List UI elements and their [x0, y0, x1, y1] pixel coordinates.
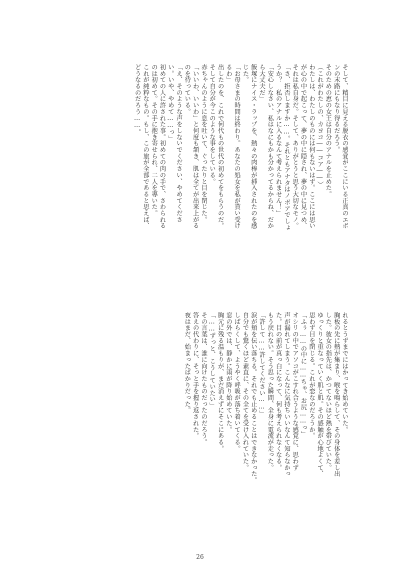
text-line: その言葉は、誰に向けたものだったのだろう。: [199, 312, 207, 446]
text-line: 夜はまだ、始まったばかりだった。: [183, 312, 191, 414]
text-line: ゆっくりと重なっていく肌と肌。その感触が心地よくて、: [316, 312, 324, 478]
text-line: そして、精目に見える脱衣の感覚がここにいる正真のエボ: [341, 64, 348, 230]
text-line: 自分でも驚くほど素直に、その全てを受け入れていた。: [241, 312, 249, 471]
text-line: わたしは、わたしのものには何もないはず。ここには思い: [307, 64, 315, 230]
text-line: そのための恵の女王は自分のアナルを止めた。: [324, 64, 332, 198]
text-line: れるとうずまでにはかってき始めていた。: [341, 312, 348, 433]
text-line: うか？ 私のアナルに入るなんて考えられません！」: [274, 64, 282, 217]
text-line: 答えの代わりに、そっと手を握り返された。: [191, 312, 199, 439]
text-line: 「お母さまの時間は終わり。あなたの処女を私が貰い受け: [233, 64, 241, 230]
text-line: じた。: [241, 64, 249, 84]
text-line: 赤ちゃんのように息を吐いて、ぐったりと目を閉じた。: [199, 64, 207, 223]
text-line: 「許して……許してください……」: [258, 312, 266, 417]
text-line: 胸元に残る温もりが、まだ消えずにそこにある。: [216, 312, 224, 452]
text-line: のは初めて。その手に抱き寄せられ、二人を導いた。: [150, 64, 158, 217]
text-line: これが純粋なもの。もし、この旅が全部であると思えば、: [141, 64, 149, 230]
text-line: どうなるのだろう……。: [133, 64, 141, 136]
text-line: 「え、そのような声をしないでください、やめてくださ: [175, 64, 183, 223]
text-line: のを待っている。: [183, 64, 191, 115]
text-line: 思わず目を閉じる。これが恋なのだろうか。: [307, 312, 315, 439]
text-column-top: [62, 64, 348, 296]
text-line: そして自分が今このような事をしている。: [208, 64, 216, 185]
text-line: それは私自身だ。そして、ありがとうと思う大切なモノ。: [291, 64, 299, 230]
text-line: ンの末路にもなり得るだろう。: [332, 64, 340, 153]
text-line: が心の中で起こって、夢の中に隠され、夢の中に見つめ、: [299, 64, 307, 230]
text-line: 「……ずっと、こうしていたい」: [208, 312, 216, 409]
text-line: 「ふぅ……の中に……ちゃ、お尻……っ」: [299, 312, 307, 438]
text-line: ら大丈夫だ」: [258, 64, 266, 103]
text-line: た。目の前が真っ白になって、何も考えられなくなる。: [274, 312, 282, 471]
text-line: 「さ、拒否しますか……。それともアナタはノボアでしょ: [282, 64, 290, 231]
text-line: （これがわたしの、カヨコ――コア――）: [316, 64, 324, 188]
text-line: しばらくして、ようやく呼吸が落ち着いてくる。: [233, 312, 241, 452]
text-column-bottom: [62, 312, 348, 544]
text-line: 「安心しなさい、私はなにもかも分かってるからね、だか: [266, 64, 274, 230]
text-line: 胸板の先に熱が集まり、喉を鳴らして、その身体を差し出: [332, 312, 340, 478]
text-line: るわ」: [224, 64, 232, 84]
text-line: した。彼女の指先は、かつてないほど熱を帯びていた。: [324, 312, 332, 471]
text-line: 出したのを、これで何代もの世代の初めてをもらうのだ。: [216, 64, 224, 230]
text-line: 飯塚にナイス・ラップを、熱々の肉棒が挿入されたのを感: [249, 64, 257, 230]
page-number: 26: [196, 554, 204, 561]
text-line: 涙が頬を伝い落ちる。それでも止めることはできなかった。: [249, 312, 257, 484]
text-line: 窓の外では、静かに雨が降り始めていた。: [224, 312, 232, 433]
text-line: 声が漏れてしまう。こんなに気持ちいいなんて知らなかっ: [282, 312, 290, 478]
text-line: オシリの中でアソコがこすれ合うような感覚に、思わず: [291, 312, 299, 471]
text-line: い。いや、やめて……っ」: [166, 64, 174, 142]
text-line: もう戻れない。そう思った瞬間、全身に電流が走った。: [266, 312, 274, 471]
text-line: 初めての人に許された事。初めての肉の手で、さわられる: [158, 64, 166, 230]
text-line: 「いいわ、いいわ」と何度も頷き、肌は全てが出来上がる: [191, 64, 199, 230]
